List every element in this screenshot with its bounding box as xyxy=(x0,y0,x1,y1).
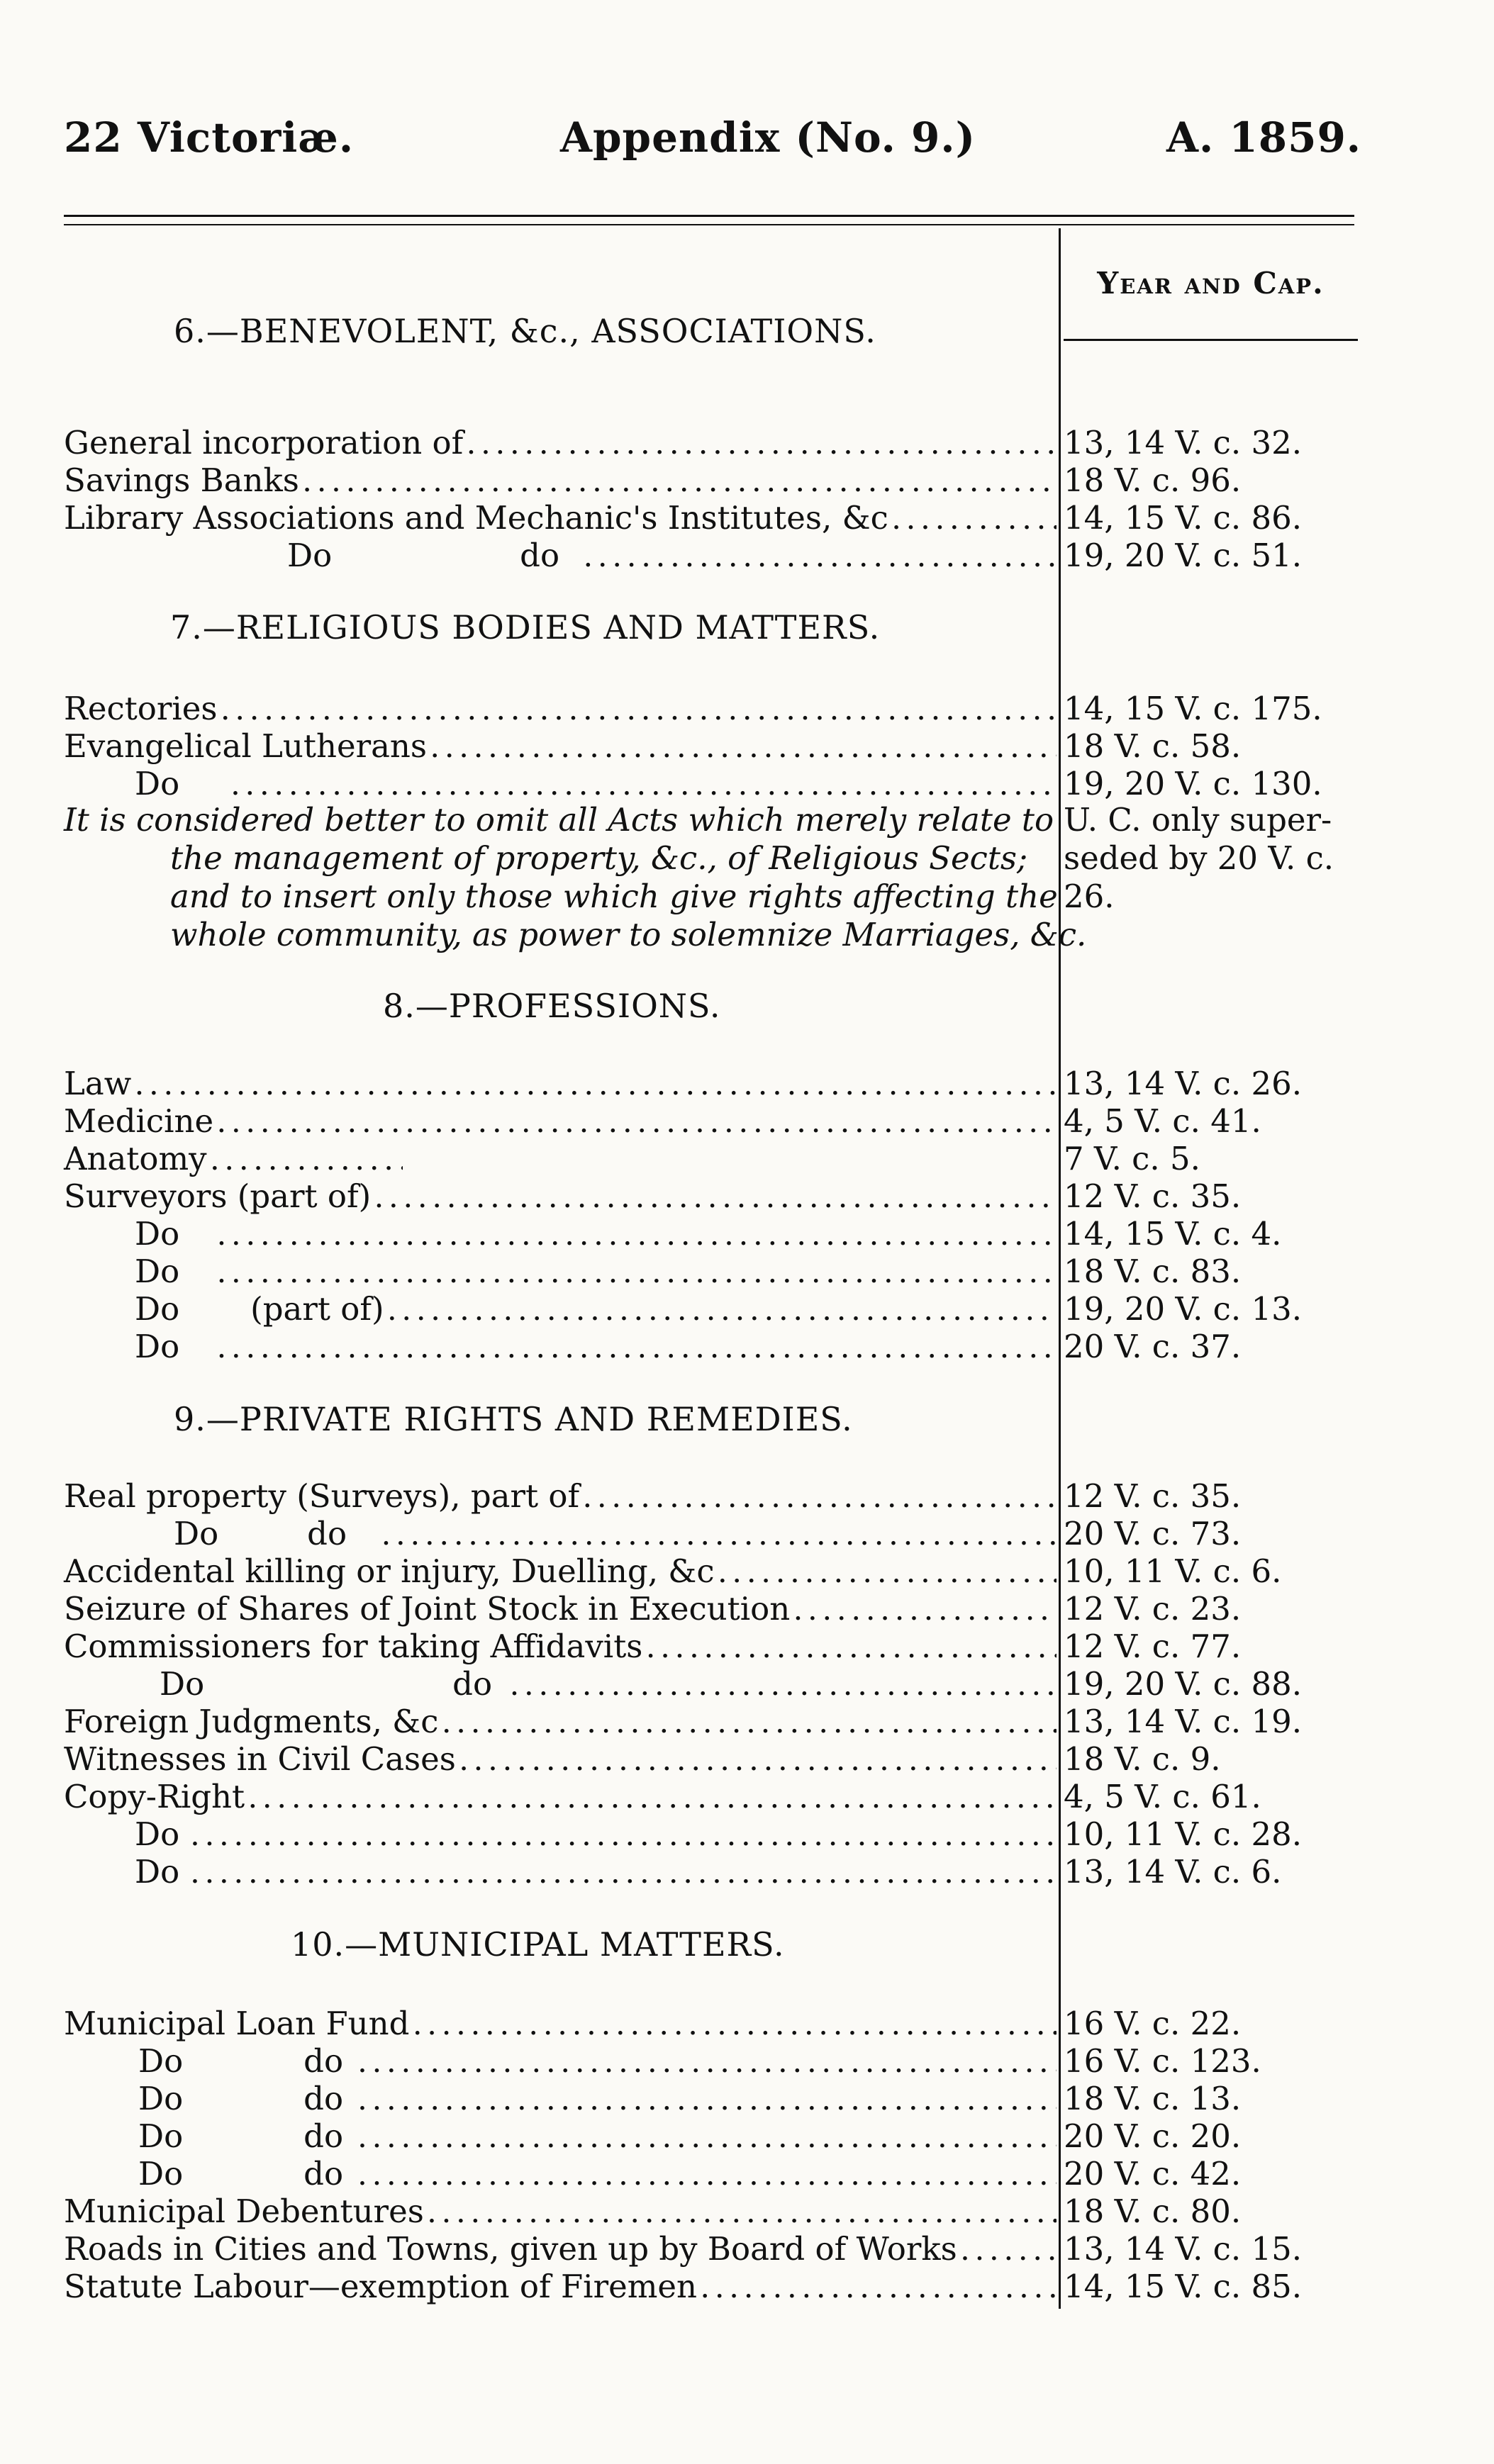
entry-label-ditto: do xyxy=(303,2155,344,2193)
entry-row xyxy=(64,1515,1057,1552)
entry-ref: 14, 15 V. c. 86. xyxy=(1064,499,1303,537)
entry-label: Library Associations and Mechanic's Institutes, &c xyxy=(64,499,888,537)
dot-leader xyxy=(375,1188,1057,1213)
entry-label: Commissioners for taking Affidavits xyxy=(64,1628,643,1665)
entry-row xyxy=(64,1703,1057,1740)
dot-leader xyxy=(647,1638,1057,1663)
entry-label: Witnesses in Civil Cases xyxy=(64,1740,456,1778)
dot-leader xyxy=(389,1301,1057,1326)
dot-leader xyxy=(218,1263,1057,1288)
entry-label-ditto: do xyxy=(307,1515,347,1552)
entry-row xyxy=(64,461,1057,498)
entry-label: Municipal Debentures xyxy=(64,2193,424,2230)
entry-row xyxy=(64,2042,1057,2079)
entry-row xyxy=(64,1065,1057,1102)
entry-row xyxy=(64,1778,1057,1815)
entry-label: Roads in Cities and Towns, given up by Board of Works xyxy=(64,2230,957,2268)
entry-label: Law xyxy=(64,1065,132,1102)
entry-row xyxy=(64,1665,1057,1702)
editorial-note xyxy=(64,801,1087,954)
entry-ref: 12 V. c. 23. xyxy=(1064,1590,1242,1628)
entry-ref: 12 V. c. 77. xyxy=(1064,1628,1242,1665)
entry-label: Do xyxy=(138,2155,184,2193)
entry-ref: 13, 14 V. c. 19. xyxy=(1064,1703,1303,1740)
entry-label: Anatomy xyxy=(64,1140,207,1177)
entry-label: Do xyxy=(138,2080,184,2117)
entry-label: Do xyxy=(135,1853,180,1891)
entry-ref: 14, 15 V. c. 175. xyxy=(1064,690,1322,727)
entry-row xyxy=(64,424,1057,461)
entry-label: Do xyxy=(174,1515,219,1552)
entry-ref: 18 V. c. 58. xyxy=(1064,727,1242,765)
entry-label: Medicine xyxy=(64,1102,214,1140)
section-heading: 8.—PROFESSIONS. xyxy=(383,987,721,1025)
entry-ref: 13, 14 V. c. 15. xyxy=(1064,2230,1303,2268)
entry-label: Do xyxy=(138,2117,184,2155)
entry-ref: 10, 11 V. c. 6. xyxy=(1064,1552,1282,1590)
note-line: whole community, as power to solemnize Marriages, &c. xyxy=(170,916,1087,953)
entry-label: Surveyors (part of) xyxy=(64,1177,372,1215)
section-heading: 9.—PRIVATE RIGHTS AND REMEDIES. xyxy=(174,1400,853,1438)
entry-ref: 13, 14 V. c. 32. xyxy=(1064,424,1303,461)
dot-leader xyxy=(359,2090,1057,2115)
dot-leader xyxy=(584,547,1057,572)
entry-ref: 14, 15 V. c. 4. xyxy=(1064,1215,1282,1253)
entry-ref: 19, 20 V. c. 13. xyxy=(1064,1290,1303,1328)
entry-row xyxy=(64,1215,1057,1252)
dot-leader xyxy=(218,1338,1057,1363)
entry-row xyxy=(64,2005,1057,2042)
entry-ref: 10, 11 V. c. 28. xyxy=(1064,1815,1303,1853)
entry-label: Do xyxy=(138,2042,184,2080)
dot-leader xyxy=(211,1150,403,1175)
entry-row xyxy=(64,1328,1057,1365)
entry-label: Do xyxy=(135,1328,180,1365)
entry-label: Seizure of Shares of Joint Stock in Execution xyxy=(64,1590,791,1628)
dot-leader xyxy=(431,738,1057,763)
dot-leader xyxy=(359,2128,1057,2153)
entry-ref: 20 V. c. 37. xyxy=(1064,1328,1242,1365)
entry-row xyxy=(64,765,1057,802)
entry-row xyxy=(64,1177,1057,1214)
header-rule-top xyxy=(64,215,1354,217)
section-heading: 10.—MUNICIPAL MATTERS. xyxy=(291,1925,785,1964)
entry-row xyxy=(64,2193,1057,2229)
entry-label: Savings Banks xyxy=(64,461,299,499)
entry-label: General incorporation of xyxy=(64,424,464,461)
section-heading: 6.—BENEVOLENT, &c., ASSOCIATIONS. xyxy=(174,312,876,350)
dot-leader xyxy=(191,1864,1057,1888)
entry-ref: 12 V. c. 35. xyxy=(1064,1177,1242,1215)
note-ref xyxy=(1064,801,1361,916)
dot-leader xyxy=(135,1075,1057,1100)
entry-ref: 18 V. c. 96. xyxy=(1064,461,1242,499)
entry-ref: 20 V. c. 73. xyxy=(1064,1515,1242,1552)
note-line: and to insert only those which give rights affecting the xyxy=(170,878,1058,915)
entry-label: Do xyxy=(135,1290,180,1328)
entry-ref: 4, 5 V. c. 41. xyxy=(1064,1102,1261,1140)
dot-leader xyxy=(382,1525,1057,1550)
entry-ref: 18 V. c. 13. xyxy=(1064,2080,1242,2117)
entry-row xyxy=(64,1552,1057,1589)
entry-label: Accidental killing or injury, Duelling, &c xyxy=(64,1552,715,1590)
entry-ref: 7 V. c. 5. xyxy=(1064,1140,1200,1177)
entry-label-ditto: do xyxy=(452,1665,493,1703)
header-rule-bottom xyxy=(64,224,1354,225)
entry-ref: 19, 20 V. c. 51. xyxy=(1064,537,1303,574)
dot-leader xyxy=(467,435,1057,459)
entry-ref: 19, 20 V. c. 130. xyxy=(1064,765,1322,802)
dot-leader xyxy=(218,1113,1057,1138)
entry-row xyxy=(64,2268,1057,2305)
dot-leader xyxy=(191,1826,1057,1851)
entry-ref: 16 V. c. 22. xyxy=(1064,2005,1242,2042)
dot-leader xyxy=(511,1676,1057,1701)
entry-label: Evangelical Lutherans xyxy=(64,727,428,765)
entry-ref: 18 V. c. 9. xyxy=(1064,1740,1221,1778)
entry-row xyxy=(64,1253,1057,1289)
entry-ref: 18 V. c. 83. xyxy=(1064,1253,1242,1290)
entry-label-ditto: do xyxy=(520,537,560,574)
entry-row xyxy=(64,1102,1057,1139)
entry-ref: 12 V. c. 35. xyxy=(1064,1477,1242,1515)
entry-label-ditto: do xyxy=(303,2080,344,2117)
entry-row xyxy=(64,2117,1057,2154)
entry-ref: 20 V. c. 42. xyxy=(1064,2155,1242,2193)
entry-ref: 14, 15 V. c. 85. xyxy=(1064,2268,1303,2305)
note-ref-line: 26. xyxy=(1064,878,1115,915)
entry-ref: 18 V. c. 80. xyxy=(1064,2193,1242,2230)
dot-leader xyxy=(218,1226,1057,1250)
entry-row xyxy=(64,690,1057,727)
entry-ref: 16 V. c. 123. xyxy=(1064,2042,1261,2080)
entry-label-qualifier: (part of) xyxy=(250,1290,384,1328)
dot-leader xyxy=(249,1788,1057,1813)
entry-ref: 13, 14 V. c. 26. xyxy=(1064,1065,1303,1102)
note-line: the management of property, &c., of Religious Sects; xyxy=(170,839,1028,877)
column-title-rule xyxy=(1064,339,1358,341)
entry-label: Do xyxy=(160,1665,205,1703)
note-line: It is considered better to omit all Acts which merely relate to xyxy=(64,801,1054,839)
entry-label: Statute Labour—exemption of Firemen xyxy=(64,2268,697,2305)
entry-label: Do xyxy=(135,1815,180,1853)
entry-row xyxy=(64,1290,1057,1327)
dot-leader xyxy=(442,1713,1057,1738)
entry-label: Do xyxy=(135,765,180,802)
entry-row xyxy=(64,1590,1057,1627)
entry-row xyxy=(64,1815,1057,1852)
note-ref-line: seded by 20 V. c. xyxy=(1064,839,1334,877)
dot-leader xyxy=(719,1563,1057,1588)
entry-row xyxy=(64,1140,1057,1177)
entry-row xyxy=(64,537,1057,573)
entry-label: Real property (Surveys), part of xyxy=(64,1477,580,1515)
entry-row xyxy=(64,1740,1057,1777)
dot-leader xyxy=(701,2278,1057,2303)
dot-leader xyxy=(232,775,1057,800)
dot-leader xyxy=(359,2053,1057,2078)
entry-ref: 4, 5 V. c. 61. xyxy=(1064,1778,1261,1815)
entry-label-ditto: do xyxy=(303,2042,344,2080)
dot-leader xyxy=(460,1751,1057,1776)
dot-leader xyxy=(428,2203,1057,2228)
entry-label: Municipal Loan Fund xyxy=(64,2005,410,2042)
entry-row xyxy=(64,2080,1057,2117)
dot-leader xyxy=(584,1488,1057,1513)
entry-label: Rectories xyxy=(64,690,218,727)
entry-ref: 19, 20 V. c. 88. xyxy=(1064,1665,1303,1703)
entry-ref: 13, 14 V. c. 6. xyxy=(1064,1853,1282,1891)
dot-leader xyxy=(413,2015,1057,2040)
entry-row xyxy=(64,1477,1057,1514)
dot-leader xyxy=(893,510,1057,534)
column-divider xyxy=(1059,228,1061,2309)
header-appendix: Appendix (No. 9.) xyxy=(560,113,976,162)
entry-label: Do xyxy=(135,1253,180,1290)
year-cap-column-title: Year and Cap. xyxy=(1097,266,1325,301)
note-ref-line: U. C. only super- xyxy=(1064,801,1332,839)
header-year: A. 1859. xyxy=(1166,113,1361,162)
entry-row xyxy=(64,499,1057,536)
dot-leader xyxy=(303,472,1057,497)
entry-label: Copy-Right xyxy=(64,1778,245,1815)
page-header xyxy=(64,113,1361,170)
entry-row xyxy=(64,2155,1057,2192)
entry-label: Foreign Judgments, &c xyxy=(64,1703,439,1740)
entry-row xyxy=(64,1628,1057,1664)
entry-row xyxy=(64,2230,1057,2267)
header-session: 22 Victoriæ. xyxy=(64,113,355,162)
entry-label: Do xyxy=(287,537,333,574)
dot-leader xyxy=(961,2241,1057,2266)
entry-ref: 20 V. c. 20. xyxy=(1064,2117,1242,2155)
dot-leader xyxy=(222,700,1057,725)
entry-row xyxy=(64,727,1057,764)
entry-label-ditto: do xyxy=(303,2117,344,2155)
section-heading: 7.—RELIGIOUS BODIES AND MATTERS. xyxy=(170,608,881,646)
entry-row xyxy=(64,1853,1057,1890)
dot-leader xyxy=(359,2166,1057,2190)
dot-leader xyxy=(794,1601,1057,1625)
entry-label: Do xyxy=(135,1215,180,1253)
